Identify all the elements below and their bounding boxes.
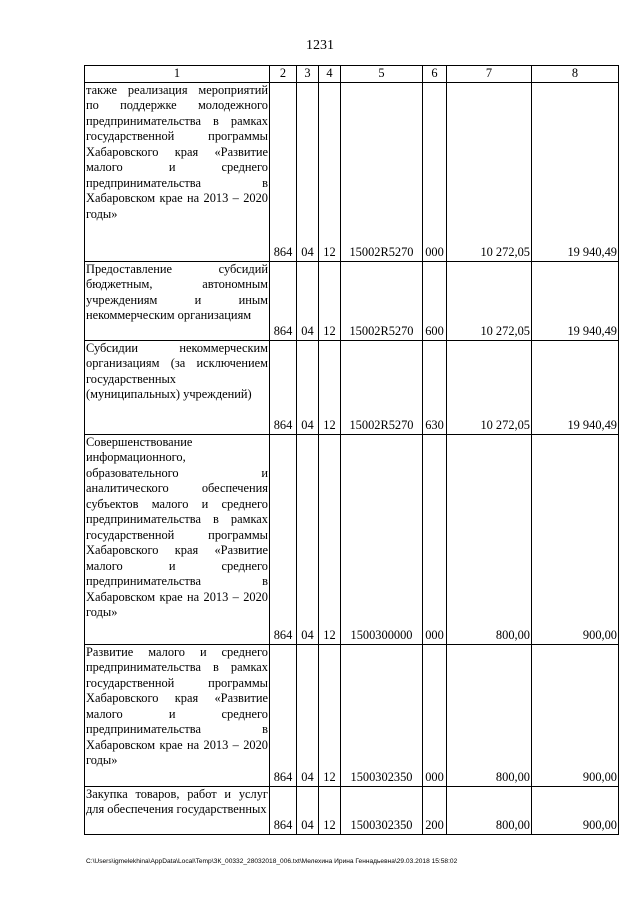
cell-section: 04 [297, 82, 319, 261]
cell-ministry-code: 864 [270, 434, 297, 644]
cell-ministry-code: 864 [270, 644, 297, 786]
cell-target-article: 15002R5270 [341, 261, 423, 340]
cell-ministry-code: 864 [270, 786, 297, 834]
table-row [85, 786, 619, 834]
column-header: 6 [423, 66, 447, 83]
cell-amount-year1: 800,00 [447, 786, 532, 834]
header-row [85, 66, 619, 83]
file-path-footer: C:\Users\igmelekhina\AppData\Local\Temp\ЗК_00332_28032018_006.txt\Мелехина Ирина Геннадьевна\29.03.2018 15:58:02 [86, 858, 458, 865]
cell-section: 04 [297, 786, 319, 834]
cell-subsection: 12 [319, 82, 341, 261]
cell-subsection: 12 [319, 340, 341, 434]
cell-amount-year1: 800,00 [447, 644, 532, 786]
table-header [85, 66, 619, 83]
table-row [85, 434, 619, 644]
cell-expense-type: 600 [423, 261, 447, 340]
cell-ministry-code: 864 [270, 340, 297, 434]
table-row [85, 644, 619, 786]
cell-expense-type: 000 [423, 82, 447, 261]
cell-amount-year2: 900,00 [532, 434, 619, 644]
cell-amount-year2: 900,00 [532, 786, 619, 834]
row-description: Закупка товаров, работ и услуг для обеспечения государственных [85, 786, 270, 834]
row-description: Совершенствование информационного, образовательного и аналитического обеспечения субъектов малого и среднего предпринимательства в рамках государственной программы Хабаровского края «Развитие малого и среднего предпринимательства в Хабаровском крае на 2013 – 2020 годы» [85, 434, 270, 644]
cell-target-article: 15002R5270 [341, 340, 423, 434]
cell-amount-year2: 900,00 [532, 644, 619, 786]
cell-ministry-code: 864 [270, 261, 297, 340]
cell-expense-type: 630 [423, 340, 447, 434]
cell-target-article: 15002R5270 [341, 82, 423, 261]
row-description: Предоставление субсидий бюджетным, автономным учреждениям и иным некоммерческим организациям [85, 261, 270, 340]
column-header: 5 [341, 66, 423, 83]
cell-section: 04 [297, 261, 319, 340]
cell-section: 04 [297, 644, 319, 786]
cell-expense-type: 200 [423, 786, 447, 834]
cell-subsection: 12 [319, 644, 341, 786]
cell-amount-year2: 19 940,49 [532, 340, 619, 434]
cell-target-article: 1500302350 [341, 786, 423, 834]
column-header: 3 [297, 66, 319, 83]
cell-expense-type: 000 [423, 434, 447, 644]
table-row [85, 82, 619, 261]
column-header: 1 [85, 66, 270, 83]
column-header: 7 [447, 66, 532, 83]
column-header: 8 [532, 66, 619, 83]
cell-subsection: 12 [319, 261, 341, 340]
cell-target-article: 1500300000 [341, 434, 423, 644]
cell-ministry-code: 864 [270, 82, 297, 261]
cell-amount-year2: 19 940,49 [532, 261, 619, 340]
table-row [85, 261, 619, 340]
cell-section: 04 [297, 434, 319, 644]
cell-section: 04 [297, 340, 319, 434]
column-header: 4 [319, 66, 341, 83]
cell-amount-year1: 10 272,05 [447, 261, 532, 340]
row-description: Развитие малого и среднего предпринимательства в рамках государственной программы Хабаровского края «Развитие малого и среднего предпринимательства в Хабаровском крае на 2013 – 2020 годы» [85, 644, 270, 786]
table-row [85, 340, 619, 434]
row-description: также реализация мероприятий по поддержке молодежного предпринимательства в рамках государственной программы Хабаровского края «Развитие малого и среднего предпринимательства в Хабаровском крае на 2013 – 2020 годы» [85, 82, 270, 261]
cell-amount-year1: 800,00 [447, 434, 532, 644]
cell-subsection: 12 [319, 434, 341, 644]
cell-subsection: 12 [319, 786, 341, 834]
cell-amount-year2: 19 940,49 [532, 82, 619, 261]
cell-target-article: 1500302350 [341, 644, 423, 786]
column-header: 2 [270, 66, 297, 83]
page-number: 1231 [306, 38, 334, 53]
cell-expense-type: 000 [423, 644, 447, 786]
row-description: Субсидии некоммерческим организациям (за исключением государственных (муниципальных) учреждений) [85, 340, 270, 434]
cell-amount-year1: 10 272,05 [447, 82, 532, 261]
cell-amount-year1: 10 272,05 [447, 340, 532, 434]
budget-table [84, 65, 619, 835]
